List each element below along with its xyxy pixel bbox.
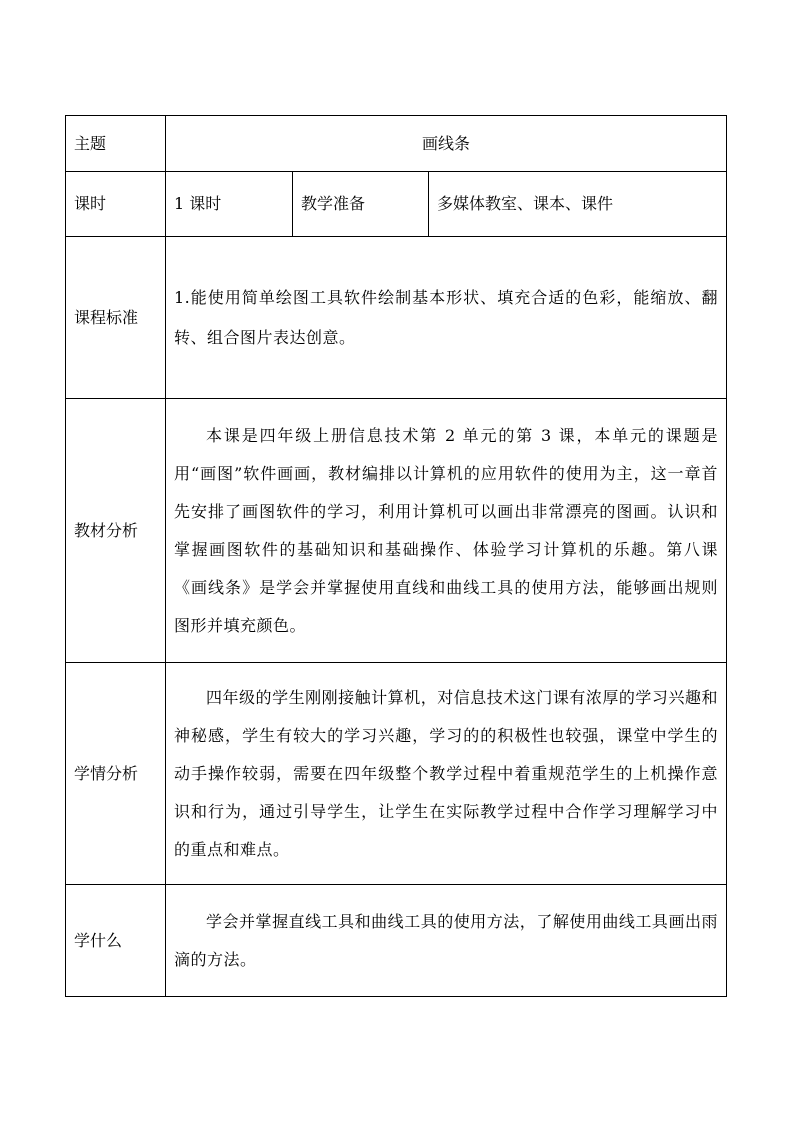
topic-label: 主题	[66, 116, 166, 172]
lesson-plan-table	[65, 115, 727, 997]
standard-text: 1.能使用简单绘图工具软件绘制基本形状、填充合适的色彩，能缩放、翻转、组合图片表达创意。	[174, 287, 718, 347]
students-row	[66, 663, 727, 885]
material-text: 本课是四年级上册信息技术第 2 单元的第 3 课，本单元的课题是用“画图”软件画画，教材编排以计算机的应用软件的使用为主，这一章首先安排了画图软件的学习，利用计算机可以画出非常漂亮的图画。认识和掌握画图软件的基础知识和基础操作、体验学习计算机的乐趣。第八课《画线条》是学会并掌握使用直线和曲线工具的使用方法，能够画出规则图形并填充颜色。	[174, 425, 718, 635]
hours-row	[66, 172, 727, 237]
standard-row	[66, 237, 727, 399]
material-label: 教材分析	[66, 399, 166, 663]
material-row	[66, 399, 727, 663]
topic-row	[66, 116, 727, 172]
standard-cell	[166, 237, 727, 399]
students-text: 四年级的学生刚刚接触计算机，对信息技术这门课有浓厚的学习兴趣和神秘感，学生有较大的学习兴趣，学习的的积极性也较强，课堂中学生的动手操作较弱，需要在四年级整个教学过程中着重规范学生的上机操作意识和行为，通过引导学生，让学生在实际教学过程中合作学习理解学习中的重点和难点。	[174, 687, 718, 859]
prep-value: 多媒体教室、课本、课件	[429, 172, 727, 237]
hours-value: 1 课时	[166, 172, 293, 237]
standard-label: 课程标准	[66, 237, 166, 399]
students-label: 学情分析	[66, 663, 166, 885]
students-cell	[166, 663, 727, 885]
learn-label: 学什么	[66, 885, 166, 997]
learn-row	[66, 885, 727, 997]
learn-cell	[166, 885, 727, 997]
material-cell	[166, 399, 727, 663]
topic-value: 画线条	[166, 116, 727, 172]
hours-label: 课时	[66, 172, 166, 237]
learn-text: 学会并掌握直线工具和曲线工具的使用方法，了解使用曲线工具画出雨滴的方法。	[174, 911, 718, 969]
prep-label: 教学准备	[293, 172, 429, 237]
